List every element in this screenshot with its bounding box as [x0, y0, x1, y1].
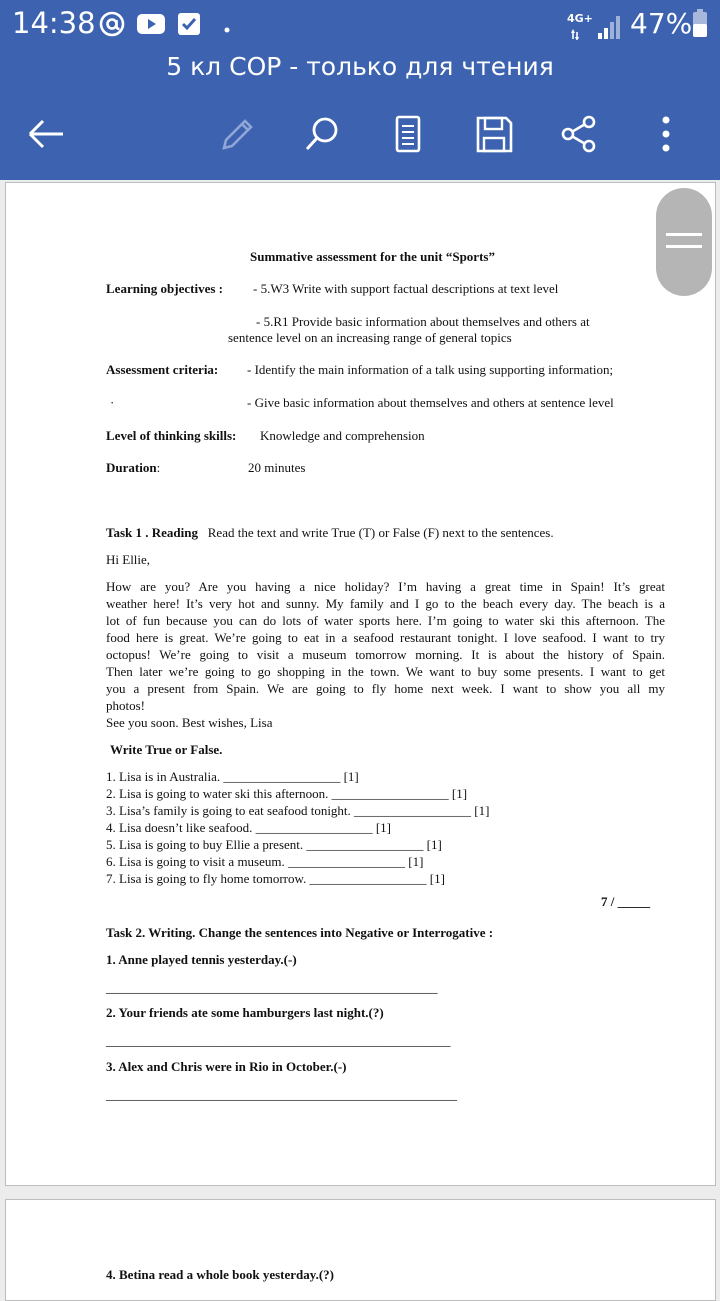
scroll-grip-line	[666, 233, 702, 236]
battery-icon	[692, 8, 708, 43]
objectives-label: Learning objectives :	[106, 281, 223, 296]
objective-2: - 5.R1 Provide basic information about themselves and others at	[256, 314, 590, 329]
fast-scroll-handle[interactable]	[656, 188, 712, 296]
thinking-label: Level of thinking skills:	[106, 428, 237, 443]
answer-line-2: _____________________________________________________	[106, 1033, 451, 1048]
duration-colon: :	[156, 460, 161, 475]
letter-line: weather here! It’s very hot and sunny. My family and I go to the beach every day. The beach is a	[106, 596, 665, 611]
list-item: 2. Lisa is going to water ski this afternoon. __________________ [1]	[106, 786, 468, 801]
network-type: 4G+	[567, 12, 593, 25]
question-2: 2. Your friends ate some hamburgers last night.(?)	[106, 1005, 384, 1020]
dot-icon	[224, 20, 230, 38]
page-heading: Summative assessment for the unit “Sports”	[250, 249, 495, 264]
objective-1: - 5.W3 Write with support factual descriptions at text level	[253, 281, 559, 296]
document-title: 5 кл СОР - только для чтения	[166, 52, 554, 81]
task2-heading: Task 2. Writing. Change the sentences into Negative or Interrogative :	[106, 925, 494, 940]
status-bar	[0, 0, 720, 48]
save-icon[interactable]	[468, 108, 520, 160]
app-bar	[0, 0, 720, 180]
duration-label: Duration	[106, 460, 157, 475]
letter-signoff: See you soon. Best wishes, Lisa	[106, 715, 273, 730]
list-item: 6. Lisa is going to visit a museum. __________________ [1]	[106, 854, 424, 869]
list-item: 5. Lisa is going to buy Ellie a present. __________________ [1]	[106, 837, 442, 852]
checkbox-icon	[176, 10, 202, 43]
edit-icon[interactable]	[210, 108, 262, 160]
criteria-2: - Give basic information about themselves and others at sentence level	[247, 395, 614, 410]
score: 7 / _____	[601, 894, 651, 909]
letter-line: Then later we’re going to go shopping in the town. We want to buy some presents. I want to get	[106, 664, 665, 679]
answer-line-1: ___________________________________________________	[106, 980, 438, 995]
thinking-value: Knowledge and comprehension	[260, 428, 425, 443]
letter-line: you a present from Spain. We are going to fly home next week. I want to show you all my	[106, 681, 665, 696]
duration-row	[106, 459, 160, 476]
task1-label: Task 1 . Reading	[106, 525, 198, 540]
letter-greeting: Hi Ellie,	[106, 552, 151, 567]
question-3: 3. Alex and Chris were in Rio in October.(-)	[106, 1059, 347, 1074]
at-icon	[98, 10, 126, 43]
task1-instruction: Read the text and write True (T) or False (F) next to the sentences.	[207, 525, 554, 540]
criteria-label: Assessment criteria:	[106, 362, 219, 377]
toolbar	[0, 108, 720, 160]
question-1: 1. Anne played tennis yesterday.(-)	[106, 952, 297, 967]
scroll-grip-line	[666, 245, 702, 248]
tf-list	[106, 768, 489, 887]
reading-mode-icon[interactable]	[382, 108, 434, 160]
search-icon[interactable]	[296, 108, 348, 160]
answer-line-3: ______________________________________________________	[106, 1087, 457, 1102]
letter-line: octopus! We’re going to visit a museum tomorrow morning. It is about the history of Spain.	[106, 647, 665, 662]
criteria-bullet: ·	[110, 395, 115, 410]
list-item: 7. Lisa is going to fly home tomorrow. __________________ [1]	[106, 871, 445, 886]
letter-line: How are you? Are you having a nice holiday? I’m having a great time in Spain! It’s great	[106, 579, 665, 594]
list-item: 4. Lisa doesn’t like seafood. __________________ [1]	[106, 820, 391, 835]
list-item: 1. Lisa is in Australia. __________________ [1]	[106, 769, 359, 784]
battery-level: 47%	[630, 7, 693, 40]
share-icon[interactable]	[553, 108, 605, 160]
letter-line: photos!	[106, 698, 145, 713]
youtube-icon	[136, 10, 166, 43]
back-icon[interactable]	[20, 108, 72, 160]
tf-heading: Write True or False.	[110, 742, 223, 757]
document-page-2[interactable]	[5, 1199, 716, 1301]
question-4: 4. Betina read a whole book yesterday.(?)	[106, 1267, 334, 1282]
letter-line: lot of fun because you can do lots of water sports here. I’m going to water ski this afternoon. The	[106, 613, 665, 628]
objective-2-cont: sentence level on an increasing range of general topics	[228, 330, 512, 345]
letter-body	[106, 578, 665, 731]
task1-row	[106, 524, 554, 541]
more-icon[interactable]	[640, 108, 692, 160]
status-time: 14:38	[12, 6, 96, 40]
duration-value: 20 minutes	[248, 460, 306, 475]
criteria-1: - Identify the main information of a talk using supporting information;	[247, 362, 614, 377]
list-item: 3. Lisa’s family is going to eat seafood tonight. __________________ [1]	[106, 803, 490, 818]
letter-line: food here is great. We’re going to eat in a seafood restaurant tonight. I love seafood. I want to try	[106, 630, 665, 645]
